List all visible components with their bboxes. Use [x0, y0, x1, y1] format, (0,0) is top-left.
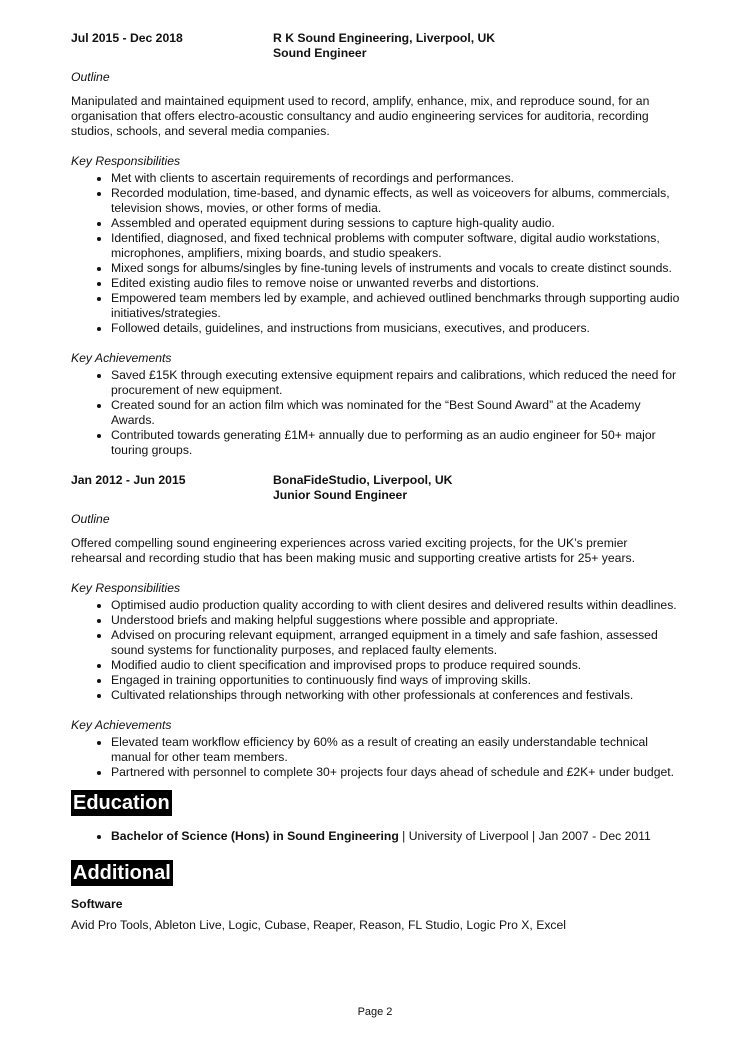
achievements-label: Key Achievements	[71, 351, 172, 365]
list-item: • Identified, diagnosed, and fixed technical problems with computer software, digital audio workstations, microphones, amplifiers, mixing boards, and studio speakers.	[111, 231, 681, 261]
list-item: • Advised on procuring relevant equipment, arranged equipment in a timely and safe fashion, assessed sound systems for functionality purposes, and replaced faulty elements.	[111, 628, 681, 658]
degree-name: Bachelor of Science (Hons) in Sound Engineering	[111, 829, 399, 843]
responsibilities-list	[71, 171, 681, 336]
list-item: • Followed details, guidelines, and instructions from musicians, executives, and producers.	[111, 321, 681, 336]
job-title: Junior Sound Engineer	[273, 488, 408, 502]
outline-label: Outline	[71, 70, 110, 84]
page-number: Page 2	[357, 1006, 393, 1018]
job-company: R K Sound Engineering, Liverpool, UK	[273, 31, 496, 45]
list-item: • Understood briefs and making helpful suggestions where possible and appropriate.	[111, 613, 681, 628]
job-dates: Jul 2015 - Dec 2018	[71, 31, 183, 45]
job-header	[71, 473, 681, 503]
job-title: Sound Engineer	[273, 46, 367, 60]
list-item: • Cultivated relationships through networking with other professionals at conferences and festivals.	[111, 688, 681, 703]
list-item: • Empowered team members led by example, and achieved outlined benchmarks through supporting audio initiatives/strategies.	[111, 291, 681, 321]
education-heading: Education	[73, 792, 170, 814]
job-company: BonaFideStudio, Liverpool, UK	[273, 473, 453, 487]
list-item: • Contributed towards generating £1M+ annually due to performing as an audio engineer for 50+ major touring groups.	[111, 428, 681, 458]
achievements-label: Key Achievements	[71, 718, 172, 732]
list-item: • Partnered with personnel to complete 30+ projects four days ahead of schedule and £2K+ under budget.	[111, 765, 681, 780]
list-item: • Modified audio to client specification and improvised props to produce required sounds.	[111, 658, 681, 673]
job-header	[71, 31, 681, 61]
additional-heading: Additional	[73, 862, 171, 884]
job-entry	[71, 31, 681, 458]
responsibilities-label: Key Responsibilities	[71, 581, 181, 595]
list-item: • Elevated team workflow efficiency by 60% as a result of creating an easily understandable technical manual for other team members.	[111, 735, 681, 765]
degree-details: | University of Liverpool | Jan 2007 - Dec 2011	[398, 829, 651, 843]
job-dates: Jan 2012 - Jun 2015	[71, 473, 186, 487]
list-item: • Mixed songs for albums/singles by fine-tuning levels of instruments and vocals to create distinct sounds.	[111, 261, 681, 276]
list-item: • Met with clients to ascertain requirements of recordings and performances.	[111, 171, 681, 186]
achievements-list	[71, 368, 681, 458]
list-item: • Assembled and operated equipment during sessions to capture high-quality audio.	[111, 216, 681, 231]
education-item	[111, 829, 681, 844]
responsibilities-label: Key Responsibilities	[71, 154, 181, 168]
list-item: • Optimised audio production quality according to with client desires and delivered results within deadlines.	[111, 598, 681, 613]
list-item: • Edited existing audio files to remove noise or unwanted reverbs and distortions.	[111, 276, 681, 291]
achievements-list	[71, 735, 681, 780]
software-label: Software	[71, 897, 123, 911]
job-entry	[71, 473, 681, 780]
list-item: • Recorded modulation, time-based, and dynamic effects, as well as voiceovers for albums, commercials, television shows, movies, or other forms of media.	[111, 186, 681, 216]
outline-text: Offered compelling sound engineering experiences across varied exciting projects, for the UK’s premier rehearsal and recording studio that has been making music and supporting creative artists for 25+ years.	[71, 536, 635, 565]
list-item: • Engaged in training opportunities to continuously find ways of improving skills.	[111, 673, 681, 688]
outline-label: Outline	[71, 512, 110, 526]
software-list: Avid Pro Tools, Ableton Live, Logic, Cubase, Reaper, Reason, FL Studio, Logic Pro X, Excel	[71, 918, 567, 932]
outline-text: Manipulated and maintained equipment used to record, amplify, enhance, mix, and reproduce sound, for an organisation that offers electro-acoustic consultancy and audio engineering services for auditoria, recording studios, schools, and several media companies.	[71, 94, 650, 138]
list-item: • Created sound for an action film which was nominated for the “Best Sound Award” at the Academy Awards.	[111, 398, 681, 428]
education-list	[71, 829, 681, 844]
resume-page	[71, 31, 681, 933]
list-item: • Saved £15K through executing extensive equipment repairs and calibrations, which reduced the need for procurement of new equipment.	[111, 368, 681, 398]
responsibilities-list	[71, 598, 681, 703]
